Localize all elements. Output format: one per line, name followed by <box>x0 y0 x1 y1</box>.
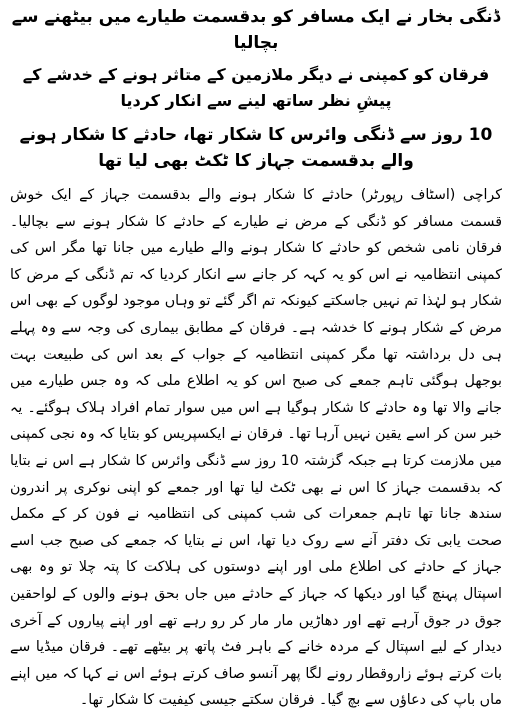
headline-main: ڈنگی بخار نے ایک مسافر کو بدقسمت طیارے میں بیٹھنے سے بچالیا <box>11 7 501 53</box>
headline-secondary: فرقان کو کمپنی نے دیگر ملازمین کے متاثر ہونے کے خدشے کے پیشِ نظر ساتھ لینے سے انکار کردیا <box>22 65 490 110</box>
headline-tertiary: 10 روز سے ڈنگی وائرس کا شکار تھا، حادثے کا شکار ہونے والے بدقسمت جہاز کا ٹکٹ بھی لیا تھا <box>19 125 493 171</box>
article-body: کراچی (اسٹاف رپورٹر) حادثے کا شکار ہونے والے بدقسمت جہاز کے ایک خوش قسمت مسافر کو ڈنگی کے مرض نے طیارے کے حادثے کا شکار ہونے سے بچالیا۔ فرقان نامی شخص کو حادثے کا شکار ہونے والے طیارے میں جانا تھا مگر اس کی کمپنی انتظامیہ نے اس کو یہ کہہ کر جانے سے انکار کردیا کہ تم ڈنگی کے مرض کا شکار ہو لہٰذا تم نہیں جاسکتے کیونکہ تم اگر گئے تو وہاں موجود لوگوں کے بھی اس مرض کے شکار ہونے کا خدشہ ہے۔ فرقان کے مطابق بیماری کی وجہ سے وہ پہلے ہی دل برداشتہ تھا مگر کمپنی انتظامیہ کے جواب کے بعد اس کی طبیعت بہت بوجھل ہوگئی تاہم جمعے کی صبح اس کو یہ اطلاع ملی کہ وہ جس طیارے میں جانے والا تھا وہ حادثے کا شکار ہوگیا ہے اس میں سوار تمام افراد ہلاک ہوگئے۔ یہ خبر سن کر اسے یقین نہیں آرہا تھا۔ فرقان نے ایکسپریس کو بتایا کہ وہ نجی کمپنی میں ملازمت کرتا ہے جبکہ گزشتہ 10 روز سے ڈنگی وائرس کا شکار ہے اس نے بتایا کہ بدقسمت جہاز کا اس نے بھی ٹکٹ لیا تھا اور جمعے کو اپنی نوکری پر اندرون سندھ جانا تھا تاہم جمعرات کی شب کمپنی کی انتظامیہ نے فون کر کے مکمل صحت یابی تک دفتر آنے سے روک دیا تھا، اس نے بتایا کہ جمعے کی صبح جب اسے جہاز کے حادثے کی اطلاع ملی اور اپنے دوستوں کی ہلاکت کا پتہ چلا تو وہ بھی اسپتال پہنچ گیا اور دیکھا کہ جہاز کے حادثے میں جاں بحق ہونے والوں کے لواحقین جوق در جوق آرہے تھے اور دھاڑیں مار مار کر رو رہے تھے اور اپنے پیاروں کے آخری دیدار کے لیے اسپتال کے مردہ خانے کے باہر فٹ پاتھ پر بیٹھے تھے۔ فرقان میڈیا سے بات کرتے ہوئے زاروقطار رونے لگا پھر آنسو صاف کرتے ہوئے اس نے کہا کہ میں اپنے ماں باپ کی دعاؤں سے بچ گیا۔ فرقان سکتے جیسی کیفیت کا شکار تھا۔ <box>10 187 502 709</box>
